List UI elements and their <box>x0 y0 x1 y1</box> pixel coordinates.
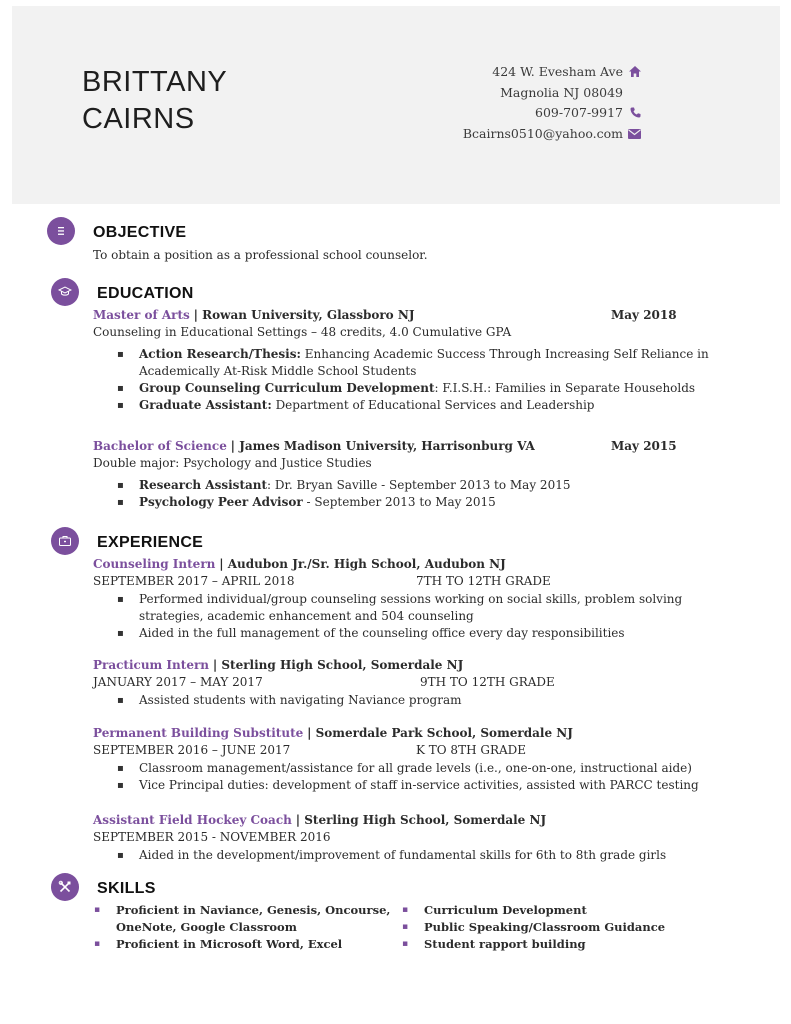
list-item <box>115 494 570 511</box>
bullet-text: : F.I.S.H.: Families in Separate Households <box>434 381 696 395</box>
skills-right-list <box>402 902 665 953</box>
list-item: ▪ Curriculum Development <box>402 902 665 919</box>
envelope-icon <box>628 125 641 145</box>
edu-bachelors-detail: Double major: Psychology and Justice Studies <box>93 456 372 470</box>
phone-line <box>463 103 641 124</box>
email-text[interactable]: Bcairns0510@yahoo.com <box>462 126 623 141</box>
skills-left-list <box>94 902 390 953</box>
job-3-heading <box>93 725 573 742</box>
job-1-dates: SEPTEMBER 2017 – APRIL 2018 <box>93 574 295 588</box>
bullet-text: strategies, academic enhancement and 504 counseling <box>139 609 474 623</box>
job-3-bullets <box>115 760 699 794</box>
list-item-continued <box>94 919 390 936</box>
edu-masters-date: May 2018 <box>611 308 677 322</box>
list-item-continued <box>115 363 709 380</box>
address2-text: Magnolia NJ 08049 <box>500 85 623 100</box>
list-item: ▪ Proficient in Naviance, Genesis, Oncourse, <box>94 902 390 919</box>
list-item: ▪ Public Speaking/Classroom Guidance <box>402 919 665 936</box>
objective-title: OBJECTIVE <box>93 224 187 241</box>
skill-text: OneNote, Google Classroom <box>116 920 297 934</box>
home-icon <box>628 63 641 83</box>
edu-bachelors-bullets <box>115 477 570 511</box>
briefcase-icon <box>51 527 79 555</box>
edu-bachelors-date: May 2015 <box>611 439 677 453</box>
list-item: ▪ Aided in the development/improvement of fundamental skills for 6th to 8th grade girls <box>115 847 666 864</box>
edu-bachelors-heading <box>93 438 535 455</box>
job-1-role: Counseling Intern <box>93 557 216 571</box>
last-name: CAIRNS <box>82 103 195 135</box>
edu-masters-degree: Master of Arts <box>93 308 190 322</box>
tools-icon <box>51 873 79 901</box>
edu-bachelors-degree: Bachelor of Science <box>93 439 227 453</box>
address-line-2 <box>463 83 623 103</box>
list-item: ▪ Aided in the full management of the counseling office every day responsibilities <box>115 625 682 642</box>
list-item: ▪ Vice Principal duties: development of staff in-service activities, assisted with PARCC testing <box>115 777 699 794</box>
list-item <box>115 346 709 363</box>
job-4-bullets <box>115 847 666 864</box>
skills-title: SKILLS <box>97 880 156 897</box>
edu-masters-bullets <box>115 346 709 414</box>
job-4-dates: SEPTEMBER 2015 - NOVEMBER 2016 <box>93 830 331 844</box>
experience-title: EXPERIENCE <box>97 534 204 551</box>
education-title: EDUCATION <box>97 285 194 302</box>
job-1-bullets <box>115 591 682 642</box>
job-2-grade: 9TH TO 12TH GRADE <box>420 675 555 689</box>
list-item: ▪ Performed individual/group counseling sessions working on social skills, problem solving <box>115 591 682 608</box>
graduation-cap-icon <box>51 278 79 306</box>
job-2-bullets <box>115 692 462 709</box>
bullet-text: Academically At-Risk Middle School Students <box>139 364 417 378</box>
job-1-org: | Audubon Jr./Sr. High School, Audubon NJ <box>219 557 506 571</box>
list-item <box>115 397 709 414</box>
job-4-role: Assistant Field Hockey Coach <box>93 813 292 827</box>
edu-masters-heading <box>93 307 415 324</box>
job-2-org: | Sterling High School, Somerdale NJ <box>212 658 464 672</box>
bullet-label: Action Research/Thesis: <box>139 347 301 361</box>
job-2-heading <box>93 657 463 674</box>
list-item <box>115 477 570 494</box>
address1-text: 424 W. Evesham Ave <box>492 64 623 79</box>
address-line-1 <box>463 62 641 83</box>
job-3-grade: K TO 8TH GRADE <box>416 743 527 757</box>
bullet-label: Psychology Peer Advisor <box>139 495 303 509</box>
candidate-name <box>82 64 227 138</box>
job-3-org: | Somerdale Park School, Somerdale NJ <box>307 726 573 740</box>
objective-text: To obtain a position as a professional school counselor. <box>93 248 428 262</box>
objective-list-icon <box>47 217 75 245</box>
bullet-label: Research Assistant <box>139 478 268 492</box>
bullet-text: : Dr. Bryan Saville - September 2013 to May 2015 <box>267 478 571 492</box>
bullet-label: Group Counseling Curriculum Development <box>139 381 435 395</box>
job-2-role: Practicum Intern <box>93 658 209 672</box>
edu-bachelors-school: | James Madison University, Harrisonburg VA <box>230 439 535 453</box>
phone-icon <box>628 104 641 124</box>
bullet-label: Graduate Assistant: <box>139 398 272 412</box>
email-line <box>463 124 641 145</box>
list-item-continued <box>115 608 682 625</box>
phone-text: 609-707-9917 <box>535 105 623 120</box>
first-name: BRITTANY <box>82 66 228 98</box>
edu-masters-school: | Rowan University, Glassboro NJ <box>193 308 415 322</box>
contact-block <box>463 62 641 145</box>
bullet-text: - September 2013 to May 2015 <box>302 495 496 509</box>
list-item: ▪ Classroom management/assistance for all grade levels (i.e., one-on-one, instructional aide) <box>115 760 699 777</box>
job-4-org: | Sterling High School, Somerdale NJ <box>295 813 547 827</box>
bullet-text: Department of Educational Services and Leadership <box>271 398 595 412</box>
job-3-role: Permanent Building Substitute <box>93 726 304 740</box>
edu-masters-detail: Counseling in Educational Settings – 48 credits, 4.0 Cumulative GPA <box>93 325 512 339</box>
job-1-heading <box>93 556 506 573</box>
list-item <box>115 380 709 397</box>
list-item: ▪ Student rapport building <box>402 936 665 953</box>
job-2-dates: JANUARY 2017 – MAY 2017 <box>93 675 263 689</box>
job-1-grade: 7TH TO 12TH GRADE <box>416 574 551 588</box>
job-3-dates: SEPTEMBER 2016 – JUNE 2017 <box>93 743 291 757</box>
job-4-heading <box>93 812 546 829</box>
list-item: ▪ Proficient in Microsoft Word, Excel <box>94 936 390 953</box>
list-item: ▪ Assisted students with navigating Naviance program <box>115 692 462 709</box>
bullet-text: Enhancing Academic Success Through Increasing Self Reliance in <box>300 347 709 361</box>
